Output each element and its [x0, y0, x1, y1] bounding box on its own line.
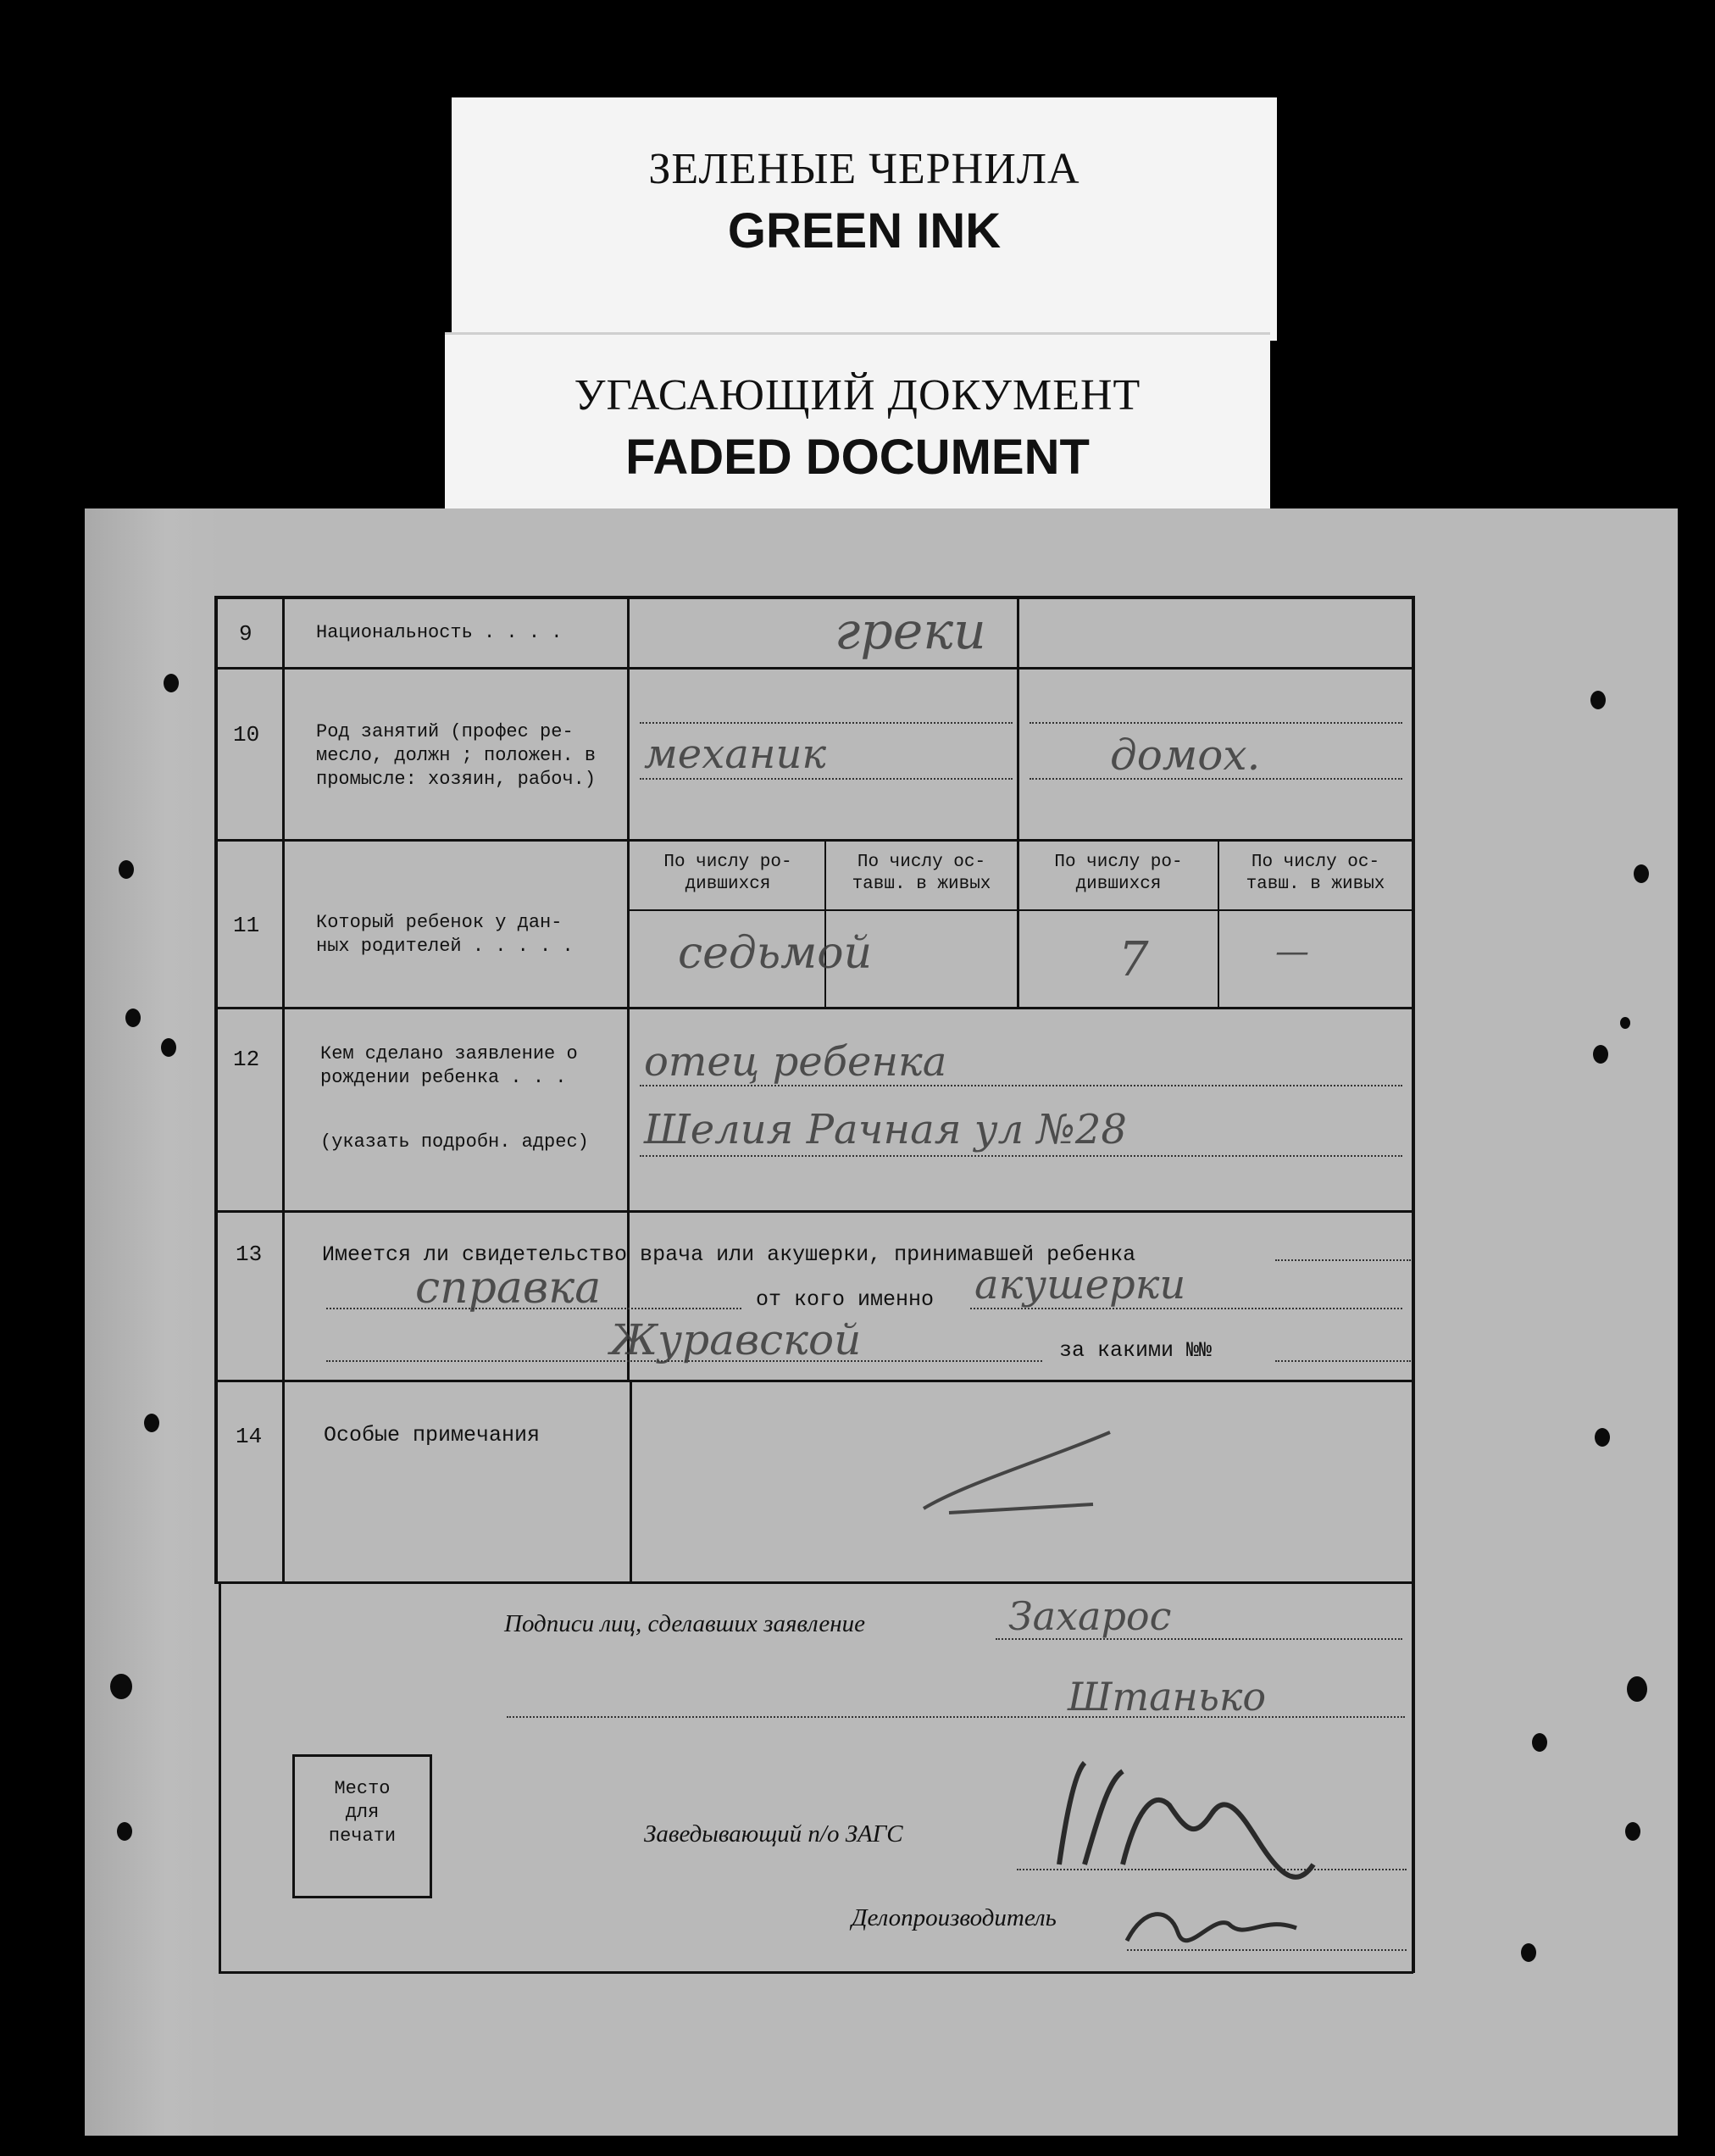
handwritten-child-born: седьмой — [678, 928, 873, 979]
row-number: 14 — [236, 1424, 263, 1449]
punch-hole — [119, 860, 134, 879]
table-bottom-border — [219, 1971, 1413, 1974]
punch-hole — [1620, 1017, 1630, 1029]
green-ink-label-en: GREEN INK — [727, 203, 1002, 258]
fill-line — [640, 722, 1013, 724]
punch-hole — [1595, 1428, 1610, 1447]
faded-document-label-ru: УГАСАЮЩИЙ ДОКУМЕНТ — [574, 371, 1141, 420]
born-count-header: По числу ро- дившихся — [663, 853, 792, 894]
punch-hole — [117, 1822, 132, 1841]
row-number: 9 — [239, 621, 253, 647]
handwritten-nationality: греки — [835, 602, 986, 661]
punch-hole — [144, 1414, 159, 1432]
row-number: 11 — [233, 913, 260, 938]
punch-hole — [1532, 1733, 1547, 1752]
born-count-header: По числу ро- дившихся — [1054, 853, 1183, 894]
child-order-label: Который ребенок у дан- ных родителей . . . . . — [316, 912, 574, 957]
nationality-label: Национальность . . . . — [316, 622, 563, 643]
punch-hole — [1593, 1045, 1608, 1064]
row-separator — [214, 1581, 1413, 1584]
row-number: 12 — [233, 1047, 260, 1072]
handwritten-occupation-father: механик — [644, 731, 827, 778]
remarks-dash-mark — [915, 1424, 1118, 1534]
row-separator — [214, 839, 1413, 842]
punch-hole — [164, 674, 179, 692]
row-separator — [214, 667, 1413, 670]
clerk-label: Делопроизводитель — [852, 1904, 1057, 1931]
stamp-place-box: Место для печати — [292, 1754, 432, 1898]
declarant-label: Кем сделано заявление о рождении ребенка . . . — [320, 1043, 578, 1088]
signatures-label: Подписи лиц, сделавших заявление — [504, 1610, 866, 1637]
fill-line — [640, 778, 1013, 780]
punch-hole — [125, 1009, 141, 1027]
fill-line — [1275, 1259, 1411, 1261]
row-number: 10 — [233, 722, 260, 747]
row11-header-separator — [630, 909, 1413, 911]
label-column-divider-14 — [630, 1381, 632, 1583]
punch-hole — [110, 1674, 132, 1699]
occupation-label: Род занятий (профес ре- месло, должн ; положен. в промысле: хозяин, рабоч.) — [316, 721, 597, 790]
table-left-border — [214, 596, 218, 1583]
alive-count-header: По числу ос- тавш. в живых — [852, 853, 991, 894]
handwritten-second-signature: Штанько — [1068, 1674, 1267, 1720]
from-whom-label: от кого именно — [756, 1287, 935, 1312]
handwritten-dash: — — [1275, 932, 1309, 971]
certificate-label: Имеется ли свидетельство врача или акушерки, принимавшей ребенка — [322, 1242, 1136, 1267]
row-separator — [214, 1210, 1413, 1213]
punch-hole — [1627, 1676, 1647, 1702]
handwritten-occupation-mother: домох. — [1110, 731, 1261, 780]
row-separator — [214, 1007, 1413, 1009]
row-number: 13 — [236, 1242, 263, 1267]
fill-line — [1030, 722, 1402, 724]
punch-hole — [1590, 691, 1606, 709]
number-column-divider — [282, 596, 285, 1583]
punch-hole — [1625, 1822, 1640, 1841]
address-label: (указать подробн. адрес) — [320, 1131, 589, 1153]
table-right-border — [1412, 596, 1415, 1973]
green-ink-label-ru: ЗЕЛЕНЫЕ ЧЕРНИЛА — [648, 145, 1080, 193]
handwritten-declarant-signature: Захарос — [1008, 1593, 1172, 1639]
faded-document-label — [445, 332, 1270, 529]
handwritten-declarant: отец ребенка — [644, 1038, 947, 1086]
signature-area-left-border — [219, 1581, 221, 1973]
remarks-label: Особые примечания — [324, 1423, 541, 1448]
fill-line — [1275, 1360, 1411, 1362]
clerk-signature — [1118, 1890, 1305, 1966]
father-mother-divider — [1017, 596, 1019, 1007]
green-ink-label — [452, 97, 1277, 341]
which-numbers-label: за какими №№ — [1059, 1338, 1213, 1363]
handwritten-address: Шелия Рачная ул №28 — [644, 1106, 1127, 1153]
head-zags-label: Заведывающий п/о ЗАГС — [644, 1820, 903, 1848]
row-separator — [214, 1380, 1413, 1382]
handwritten-certificate: справка — [415, 1263, 602, 1314]
alive-count-header: По числу ос- тавш. в живых — [1246, 853, 1385, 894]
punch-hole — [1634, 864, 1649, 883]
table-top-border — [214, 596, 1413, 599]
fill-line — [640, 1155, 1402, 1157]
faded-document-label-en: FADED DOCUMENT — [625, 430, 1090, 485]
handwritten-child-count: 7 — [1118, 932, 1149, 987]
fill-line — [507, 1716, 1405, 1718]
punch-hole — [161, 1038, 176, 1057]
punch-hole — [1521, 1943, 1536, 1962]
handwritten-from-whom-name: Журавской — [610, 1315, 862, 1364]
handwritten-from-whom: акушерки — [974, 1261, 1186, 1309]
sheet-torn-edge — [85, 508, 220, 2136]
